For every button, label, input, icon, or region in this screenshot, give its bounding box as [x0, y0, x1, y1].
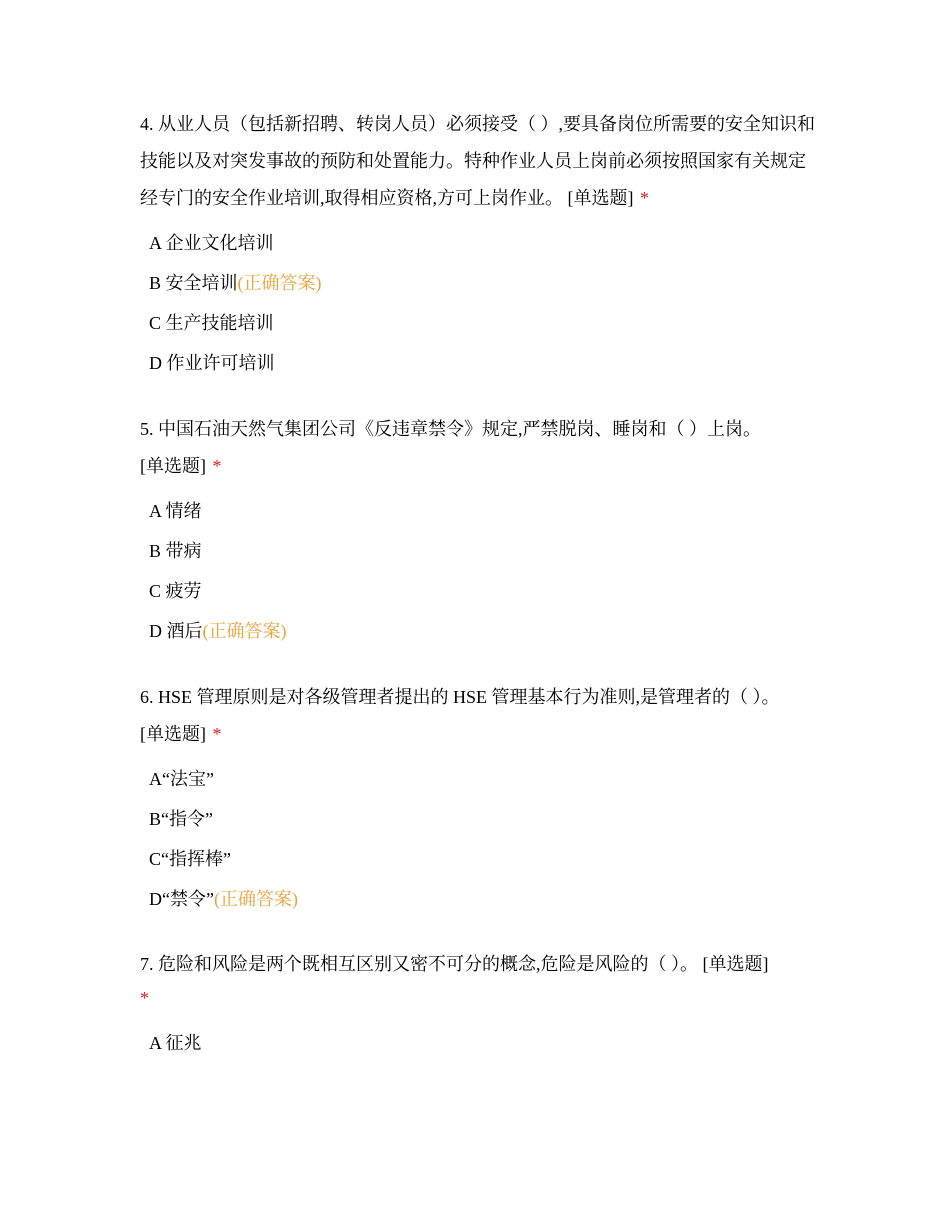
option-label: B 带病 — [149, 541, 202, 561]
option-label: D“禁令” — [149, 889, 214, 909]
quiz-page — [140, 106, 820, 1063]
option-label: C 生产技能培训 — [149, 313, 274, 333]
option-d[interactable] — [140, 879, 820, 919]
option-a[interactable] — [140, 759, 820, 799]
question-5-options — [140, 491, 820, 651]
question-5 — [140, 411, 820, 651]
required-mark: * — [140, 988, 149, 1008]
required-mark: * — [640, 188, 649, 208]
question-4-options — [140, 223, 820, 383]
option-label: D 作业许可培训 — [149, 353, 275, 373]
option-c[interactable] — [140, 839, 820, 879]
question-7-options — [140, 1023, 820, 1063]
question-5-text — [140, 411, 820, 485]
question-6-options — [140, 759, 820, 919]
option-c[interactable] — [140, 303, 820, 343]
option-label: A 情绪 — [149, 501, 202, 521]
option-c[interactable] — [140, 571, 820, 611]
question-6-stem: 6. HSE 管理原则是对各级管理者提出的 HSE 管理基本行为准则,是管理者的（ ）。 — [140, 687, 780, 707]
question-7 — [140, 947, 820, 1063]
correct-answer-tag: (正确答案) — [213, 889, 298, 909]
option-label: C“指挥棒” — [149, 849, 231, 869]
option-b[interactable] — [140, 263, 820, 303]
option-label: B“指令” — [149, 809, 213, 829]
option-a[interactable] — [140, 491, 820, 531]
question-5-stem: 5. 中国石油天然气集团公司《反违章禁令》规定,严禁脱岗、睡岗和（ ）上岗。 — [140, 419, 761, 439]
option-d[interactable] — [140, 343, 820, 383]
question-4-text — [140, 106, 820, 217]
option-d[interactable] — [140, 611, 820, 651]
option-label: D 酒后 — [149, 621, 203, 641]
option-b[interactable] — [140, 799, 820, 839]
option-label: A“法宝” — [149, 769, 214, 789]
option-label: C 疲劳 — [149, 581, 202, 601]
question-6-type: [单选题] — [140, 724, 206, 744]
option-label: A 企业文化培训 — [149, 233, 274, 253]
correct-answer-tag: (正确答案) — [237, 273, 322, 293]
option-b[interactable] — [140, 531, 820, 571]
option-label: B 安全培训 — [149, 273, 238, 293]
correct-answer-tag: (正确答案) — [202, 621, 287, 641]
question-5-type: [单选题] — [140, 456, 206, 476]
question-4-type: [单选题] — [567, 188, 634, 208]
required-mark: * — [212, 724, 222, 744]
option-a[interactable] — [140, 1023, 820, 1063]
question-7-stem: 7. 危险和风险是两个既相互区别又密不可分的概念,危险是风险的（ ）。 — [140, 954, 698, 974]
question-6-text — [140, 679, 820, 753]
question-4-stem: 4. 从业人员（包括新招聘、转岗人员）必须接受（ ）,要具备岗位所需要的安全知识和技能以及对突发事故的预防和处置能力。特种作业人员上岗前必须按照国家有关规定经专门的安全作业培训,取得相应资格,方可上岗作业。 — [140, 114, 815, 208]
question-6 — [140, 679, 820, 919]
question-7-text — [140, 947, 820, 1015]
option-label: A 征兆 — [149, 1033, 202, 1053]
option-a[interactable] — [140, 223, 820, 263]
question-4 — [140, 106, 820, 383]
required-mark: * — [212, 456, 222, 476]
question-7-type: [单选题] — [702, 954, 769, 974]
